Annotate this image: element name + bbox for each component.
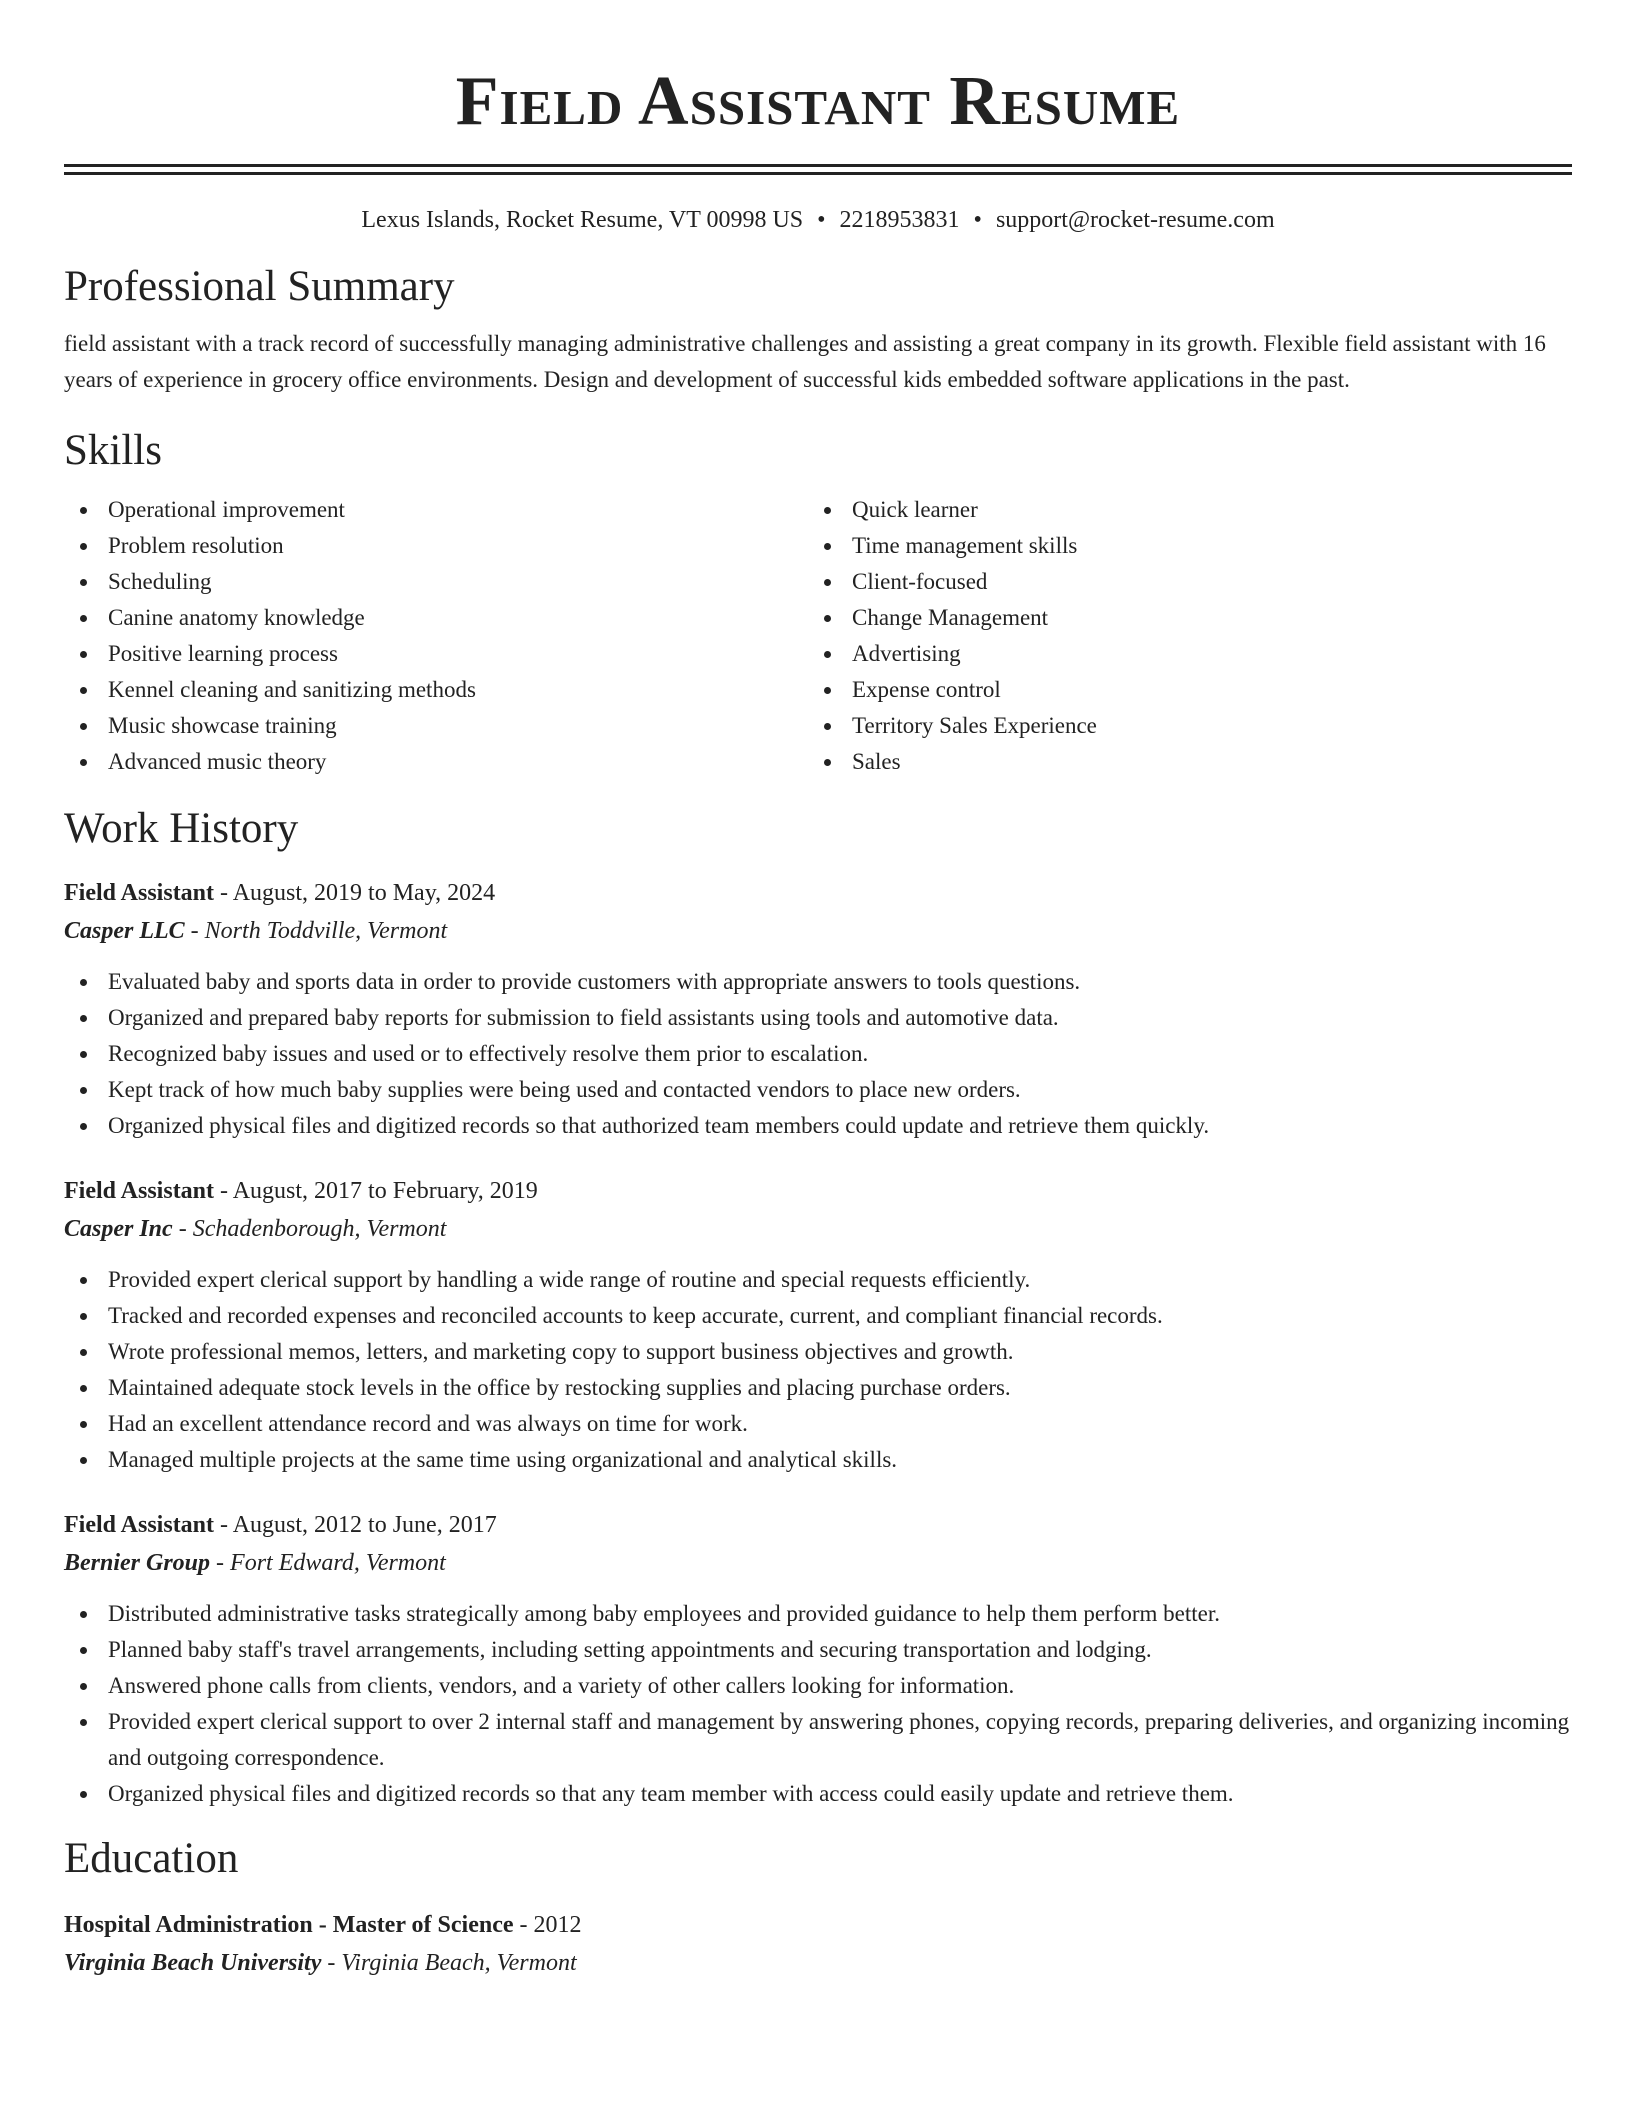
company-line: Casper LLC - North Toddville, Vermont <box>64 918 448 944</box>
skill-item: Advanced music theory <box>64 744 808 780</box>
job-bullets <box>64 964 1572 1144</box>
skill-item: Scheduling <box>64 564 808 600</box>
skill-item: Change Management <box>808 600 1552 636</box>
skill-item: Time management skills <box>808 528 1552 564</box>
contact-email: support@rocket-resume.com <box>995 207 1275 233</box>
job-bullet: Tracked and recorded expenses and reconciled accounts to keep accurate, current, and compliant financial records. <box>64 1298 1572 1334</box>
skill-item: Canine anatomy knowledge <box>64 600 808 636</box>
job-title: Field Assistant <box>64 1512 215 1538</box>
resume-page <box>64 0 1572 1982</box>
job-dates: August, 2012 to June, 2017 <box>232 1512 497 1538</box>
skill-item: Advertising <box>808 636 1552 672</box>
skill-item: Territory Sales Experience <box>808 708 1552 744</box>
job-bullets <box>64 1596 1572 1812</box>
company-line: Casper Inc - Schadenborough, Vermont <box>64 1216 447 1242</box>
title-divider-top <box>64 164 1572 167</box>
job-bullet: Maintained adequate stock levels in the office by restocking supplies and placing purchase orders. <box>64 1370 1572 1406</box>
company-name: Casper Inc <box>64 1216 173 1242</box>
job-title-line: Field Assistant - August, 2017 to February, 2019 <box>64 1178 538 1204</box>
job-entry <box>64 874 1572 1144</box>
company-name: Bernier Group <box>64 1550 211 1576</box>
company-location: Fort Edward, Vermont <box>230 1550 446 1576</box>
title-divider-bottom <box>64 172 1572 175</box>
job-title-line: Field Assistant - August, 2012 to June, 2017 <box>64 1512 497 1538</box>
education-entry <box>64 1906 1572 1982</box>
job-dates: August, 2017 to February, 2019 <box>232 1178 538 1204</box>
job-bullet: Distributed administrative tasks strategically among baby employees and provided guidance to help them perform better. <box>64 1596 1572 1632</box>
job-bullet: Organized and prepared baby reports for submission to field assistants using tools and automotive data. <box>64 1000 1572 1036</box>
skill-item: Problem resolution <box>64 528 808 564</box>
skill-item: Kennel cleaning and sanitizing methods <box>64 672 808 708</box>
job-title: Field Assistant <box>64 880 215 906</box>
job-bullet: Had an excellent attendance record and was always on time for work. <box>64 1406 1572 1442</box>
company-location: Schadenborough, Vermont <box>192 1216 447 1242</box>
contact-separator: • <box>817 207 826 233</box>
skills-list-left <box>64 492 808 780</box>
job-bullets <box>64 1262 1572 1478</box>
school-name: Virginia Beach University <box>64 1950 322 1976</box>
resume-title: Field Assistant Resume <box>455 63 1181 140</box>
job-bullet: Managed multiple projects at the same time using organizational and analytical skills. <box>64 1442 1572 1478</box>
skill-item: Expense control <box>808 672 1552 708</box>
contact-phone: 2218953831 <box>839 207 960 233</box>
skill-item: Quick learner <box>808 492 1552 528</box>
job-entry <box>64 1172 1572 1478</box>
skill-item: Operational improvement <box>64 492 808 528</box>
company-location: North Toddville, Vermont <box>204 918 448 944</box>
graduation-year: 2012 <box>533 1912 582 1938</box>
job-bullet: Provided expert clerical support by handling a wide range of routine and special requests efficiently. <box>64 1262 1572 1298</box>
education-heading: Education <box>64 1835 239 1882</box>
skills-grid <box>64 492 1572 780</box>
skill-item: Client-focused <box>808 564 1552 600</box>
job-bullet: Provided expert clerical support to over 2 internal staff and management by answering phones, copying records, preparing deliveries, and organizing incoming and outgoing correspondence. <box>64 1704 1572 1776</box>
school-line: Virginia Beach University - Virginia Beach, Vermont <box>64 1950 577 1976</box>
job-bullet: Planned baby staff's travel arrangements, including setting appointments and securing transportation and lodging. <box>64 1632 1572 1668</box>
job-bullet: Evaluated baby and sports data in order to provide customers with appropriate answers to tools questions. <box>64 964 1572 1000</box>
school-location: Virginia Beach, Vermont <box>341 1950 577 1976</box>
skill-item: Sales <box>808 744 1552 780</box>
job-bullet: Kept track of how much baby supplies were being used and contacted vendors to place new orders. <box>64 1072 1572 1108</box>
summary-text: field assistant with a track record of successfully managing administrative challenges and assisting a great company in its growth. Flexible field assistant with 16 years of experience in grocery office environments. Design and development of successful kids embedded software applications in the past. <box>64 331 1546 392</box>
work-history-heading: Work History <box>64 805 299 852</box>
job-title: Field Assistant <box>64 1178 215 1204</box>
job-bullet: Wrote professional memos, letters, and marketing copy to support business objectives and growth. <box>64 1334 1572 1370</box>
job-bullet: Answered phone calls from clients, vendors, and a variety of other callers looking for information. <box>64 1668 1572 1704</box>
skill-item: Positive learning process <box>64 636 808 672</box>
skills-list-right <box>808 492 1552 780</box>
job-dates: August, 2019 to May, 2024 <box>232 880 496 906</box>
job-title-line: Field Assistant - August, 2019 to May, 2024 <box>64 880 496 906</box>
job-bullet: Organized physical files and digitized records so that any team member with access could easily update and retrieve them. <box>64 1776 1572 1812</box>
summary-heading: Professional Summary <box>64 263 455 310</box>
company-line: Bernier Group - Fort Edward, Vermont <box>64 1550 446 1576</box>
job-entry <box>64 1506 1572 1812</box>
job-bullet: Organized physical files and digitized records so that authorized team members could update and retrieve them quickly. <box>64 1108 1572 1144</box>
company-name: Casper LLC <box>64 918 185 944</box>
contact-line <box>64 205 1572 235</box>
skill-item: Music showcase training <box>64 708 808 744</box>
degree-line: Hospital Administration - Master of Science - 2012 <box>64 1912 582 1938</box>
contact-address: Lexus Islands, Rocket Resume, VT 00998 US <box>361 207 804 233</box>
contact-separator: • <box>973 207 982 233</box>
skills-heading: Skills <box>64 427 162 474</box>
job-bullet: Recognized baby issues and used or to effectively resolve them prior to escalation. <box>64 1036 1572 1072</box>
degree: Hospital Administration - Master of Science <box>64 1912 514 1938</box>
